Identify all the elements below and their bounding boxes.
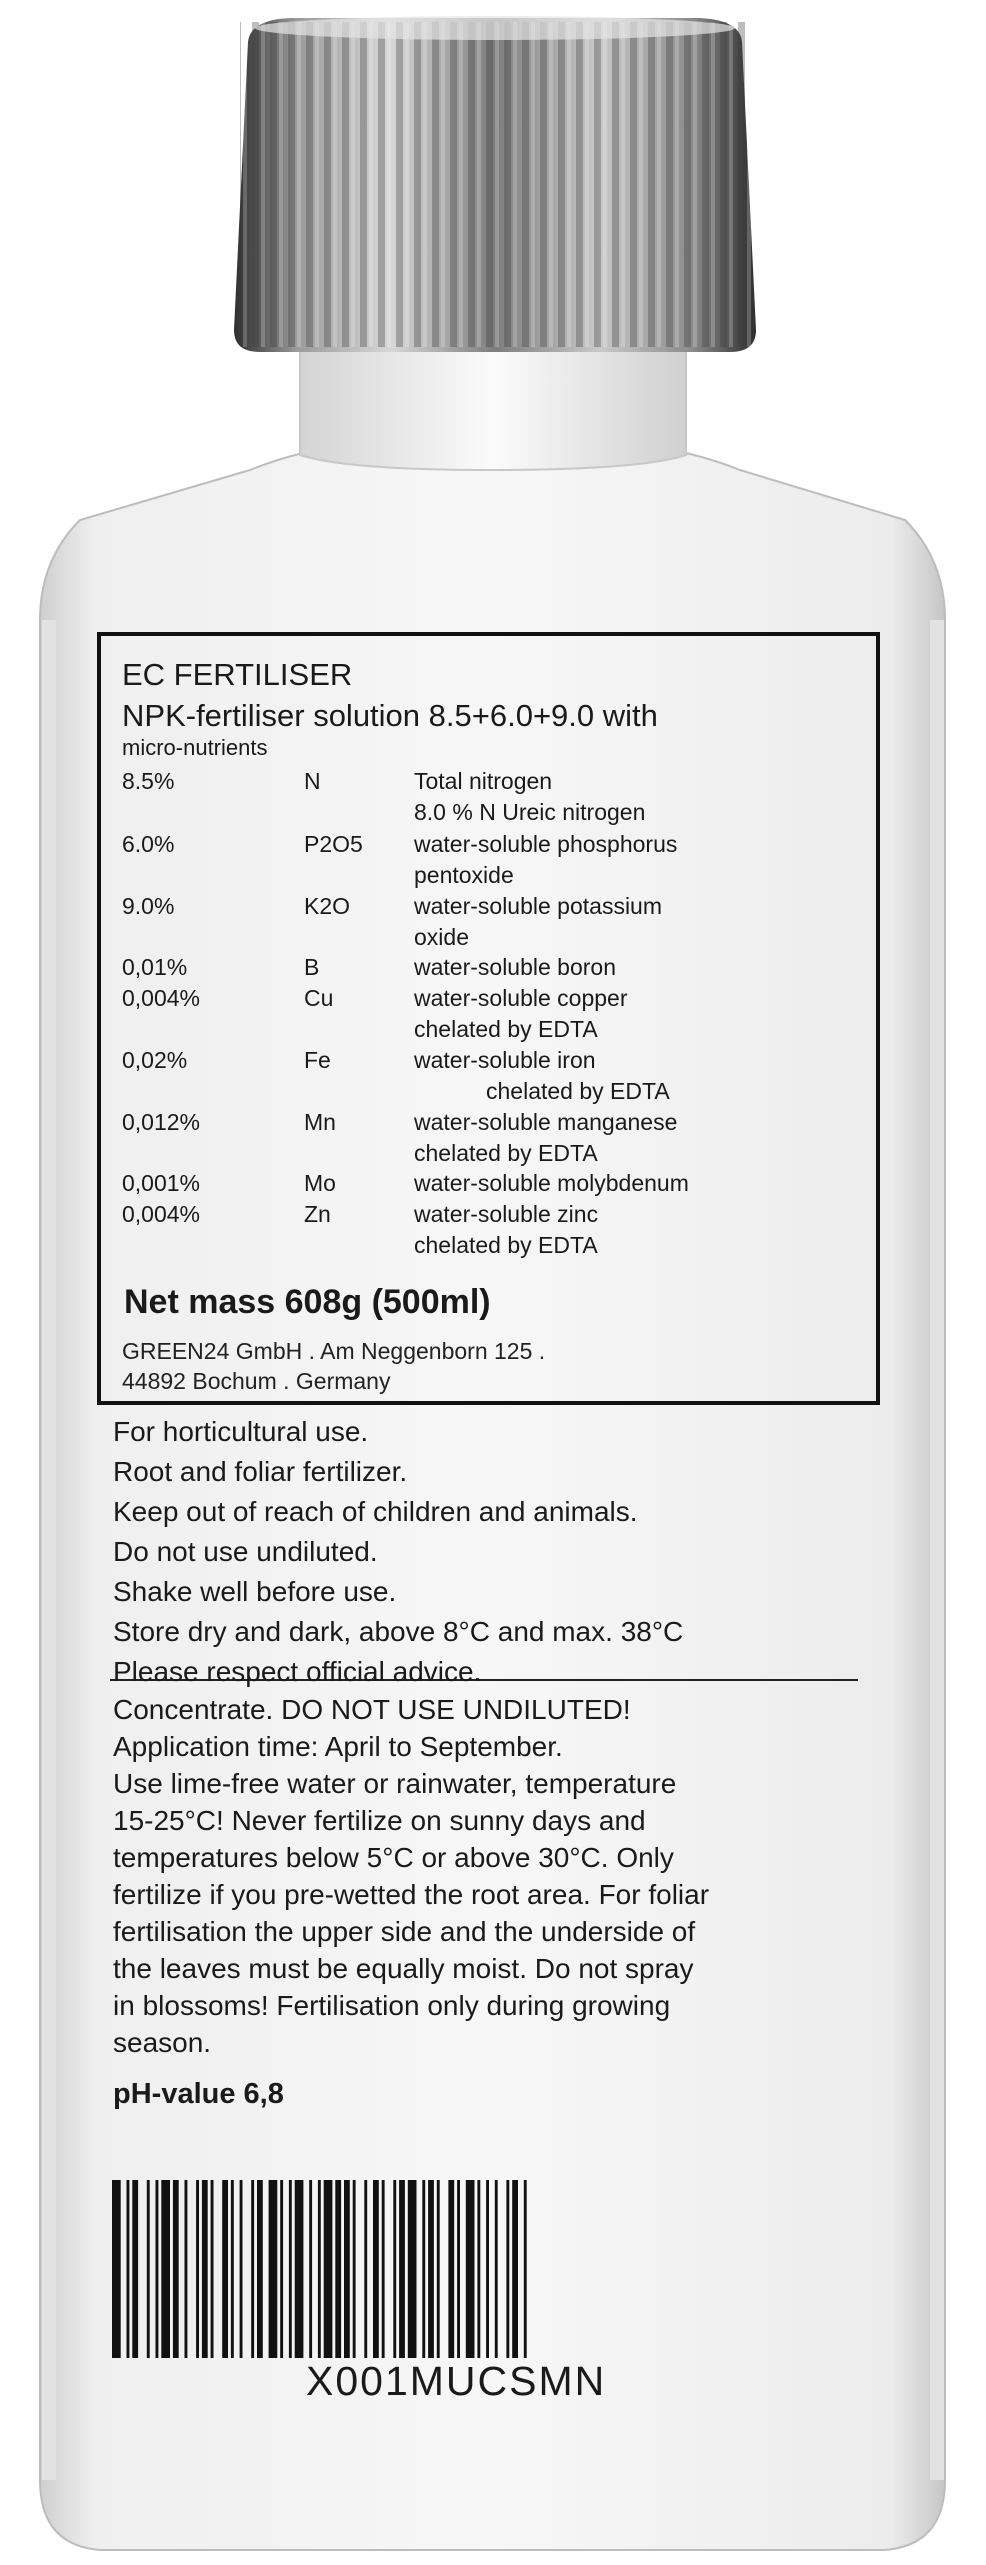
barcode-bar	[257, 2180, 263, 2358]
ph-value: pH-value 6,8	[113, 2078, 284, 2110]
nutrient-symbol: K2O	[304, 893, 351, 919]
nutrient-percent: 9.0%	[122, 893, 175, 919]
barcode-bar	[437, 2180, 440, 2358]
nutrient-description: water-soluble boron	[414, 954, 617, 980]
nutrient-percent: 0,001%	[122, 1170, 201, 1196]
nutrient-symbol: Mn	[304, 1109, 336, 1135]
nutrient-description: Total nitrogen	[414, 768, 553, 794]
barcode-bar	[448, 2180, 454, 2358]
nutrient-description-detail: oxide	[414, 924, 469, 950]
instruction-line: 15-25°C! Never fertilize on sunny days and	[113, 1805, 646, 1836]
usage-line: Store dry and dark, above 8°C and max. 38°C	[113, 1616, 684, 1647]
barcode-bar	[382, 2180, 385, 2358]
barcode-bar	[324, 2180, 333, 2358]
instruction-line: fertilize if you pre-wetted the root area. For foliar	[113, 1879, 710, 1910]
barcode-bar	[477, 2180, 480, 2358]
barcode-bar	[231, 2180, 234, 2358]
nutrient-description: water-soluble iron	[414, 1047, 596, 1073]
net-mass: Net mass 608g (500ml)	[124, 1283, 491, 1321]
barcode-bar	[222, 2180, 228, 2358]
instruction-line: fertilisation the upper side and the underside of	[113, 1916, 696, 1947]
label-subtitle-2: micro-nutrients	[122, 735, 268, 760]
nutrient-description: water-soluble zinc	[414, 1201, 599, 1227]
barcode-bar	[173, 2180, 179, 2358]
nutrient-description: water-soluble molybdenum	[414, 1170, 689, 1196]
barcode-bar	[428, 2180, 434, 2358]
instruction-line: Concentrate. DO NOT USE UNDILUTED!	[113, 1694, 631, 1725]
nutrient-symbol: Fe	[304, 1047, 331, 1073]
barcode-bar	[269, 2180, 278, 2358]
barcode-bar	[399, 2180, 405, 2358]
nutrient-description: water-soluble copper	[414, 985, 628, 1011]
usage-line: Root and foliar fertilizer.	[113, 1456, 408, 1487]
instruction-line: Application time: April to September.	[113, 1731, 563, 1762]
usage-line: Keep out of reach of children and animals.	[113, 1496, 638, 1527]
nutrient-description-detail: pentoxide	[414, 862, 514, 888]
barcode-bar	[335, 2180, 341, 2358]
barcode-bar	[318, 2180, 321, 2358]
barcode-bar	[147, 2180, 150, 2358]
nutrient-symbol: B	[304, 954, 320, 980]
instruction-line: in blossoms! Fertilisation only during growing	[113, 1990, 671, 2021]
barcode-bar	[422, 2180, 425, 2358]
label-subtitle: NPK-fertiliser solution 8.5+6.0+9.0 with	[122, 698, 658, 733]
nutrient-description-detail: chelated by EDTA	[414, 1016, 598, 1042]
barcode-bar	[393, 2180, 396, 2358]
barcode-bar	[309, 2180, 312, 2358]
nutrient-percent: 0,012%	[122, 1109, 201, 1135]
barcode-bar	[132, 2180, 138, 2358]
nutrient-symbol: Cu	[304, 985, 334, 1011]
usage-line: Shake well before use.	[113, 1576, 397, 1607]
barcode-bar	[373, 2180, 379, 2358]
instruction-line: season.	[113, 2027, 212, 2058]
barcode-bar	[240, 2180, 243, 2358]
barcode-bar	[457, 2180, 460, 2358]
nutrient-percent: 8.5%	[122, 768, 175, 794]
barcode-bar	[495, 2180, 498, 2358]
nutrient-symbol: Mo	[304, 1170, 336, 1196]
barcode-bar	[295, 2180, 304, 2358]
barcode-bar	[251, 2180, 254, 2358]
nutrient-percent: 0,01%	[122, 954, 188, 980]
nutrient-description-detail: chelated by EDTA	[414, 1232, 598, 1258]
address-line-2: 44892 Bochum . Germany	[122, 1368, 391, 1394]
barcode-bar	[353, 2180, 356, 2358]
barcode-bar	[364, 2180, 367, 2358]
barcode	[112, 2180, 864, 2358]
label-title: EC FERTILISER	[122, 657, 353, 692]
barcode-bar	[524, 2180, 527, 2358]
nutrient-percent: 6.0%	[122, 831, 175, 857]
barcode-bar	[185, 2180, 188, 2358]
barcode-bar	[408, 2180, 417, 2358]
barcode-bar	[156, 2180, 159, 2358]
barcode-bar	[202, 2180, 208, 2358]
nutrient-description-detail: chelated by EDTA	[486, 1078, 670, 1104]
barcode-bar	[280, 2180, 283, 2358]
barcode-bar	[344, 2180, 350, 2358]
barcode-bar	[127, 2180, 130, 2358]
nutrient-description: water-soluble phosphorus	[414, 831, 678, 857]
barcode-text: X001MUCSMN	[306, 2358, 607, 2404]
barcode-bar	[506, 2180, 509, 2358]
barcode-bar	[161, 2180, 170, 2358]
barcode-bar	[211, 2180, 214, 2358]
barcode-bar	[112, 2180, 121, 2358]
nutrient-description-detail: chelated by EDTA	[414, 1140, 598, 1166]
instruction-line: Use lime-free water or rainwater, temperature	[113, 1768, 677, 1799]
barcode-bar	[196, 2180, 199, 2358]
instruction-line: the leaves must be equally moist. Do not spray	[113, 1953, 694, 1984]
usage-line: For horticultural use.	[113, 1416, 369, 1447]
nutrient-description: water-soluble potassium	[414, 893, 663, 919]
nutrient-percent: 0,004%	[122, 1201, 201, 1227]
barcode-bar	[486, 2180, 489, 2358]
instruction-line: temperatures below 5°C or above 30°C. Only	[113, 1842, 674, 1873]
nutrient-description: water-soluble manganese	[414, 1109, 678, 1135]
barcode-bar	[289, 2180, 292, 2358]
nutrient-symbol: P2O5	[304, 831, 363, 857]
nutrient-symbol: N	[304, 768, 321, 794]
nutrient-percent: 0,004%	[122, 985, 201, 1011]
usage-line: Do not use undiluted.	[113, 1536, 378, 1567]
barcode-bar	[466, 2180, 475, 2358]
nutrient-symbol: Zn	[304, 1201, 331, 1227]
nutrient-description-detail: 8.0 % N Ureic nitrogen	[414, 799, 646, 825]
address-line-1: GREEN24 GmbH . Am Neggenborn 125 .	[122, 1338, 546, 1364]
nutrient-percent: 0,02%	[122, 1047, 188, 1073]
usage-line: Please respect official advice.	[113, 1656, 482, 1687]
barcode-bar	[512, 2180, 518, 2358]
